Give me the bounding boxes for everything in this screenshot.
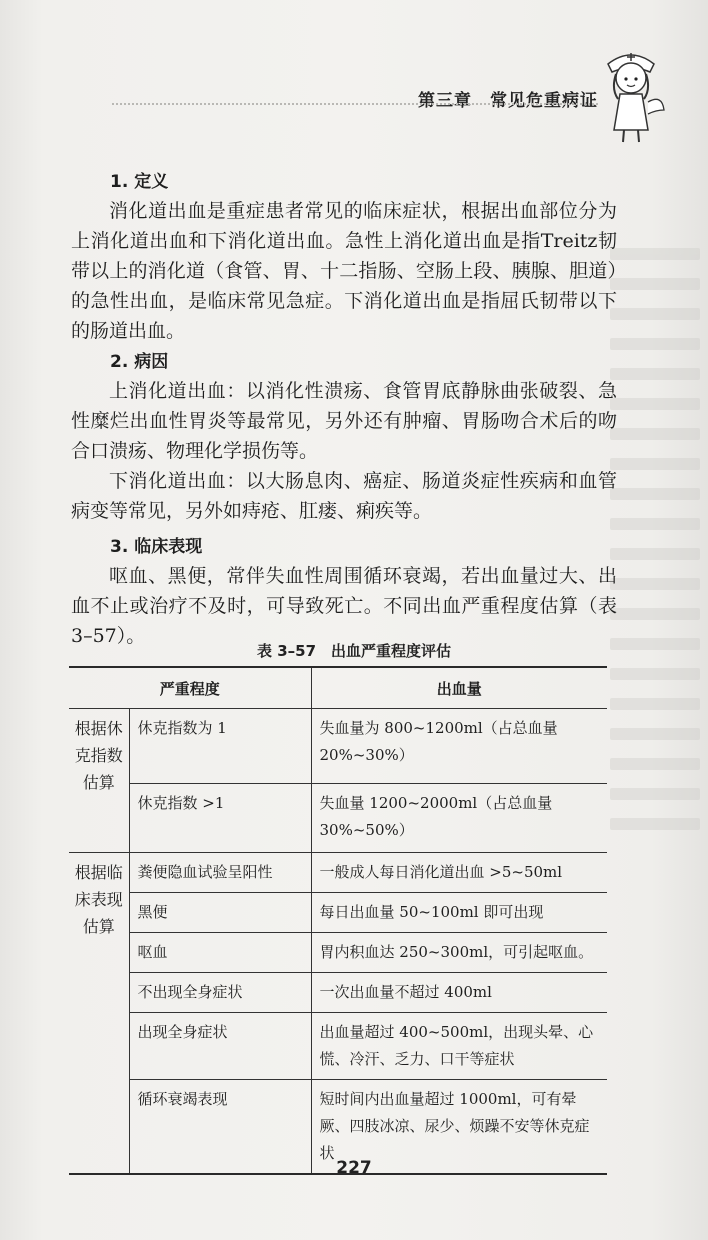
severity-cell: 休克指数为 1 bbox=[129, 709, 311, 784]
severity-cell: 黑便 bbox=[129, 893, 311, 933]
etiology-lower-paragraph: 下消化道出血：以大肠息肉、癌症、肠道炎症性疾病和血管病变等常见，另外如痔疮、肛瘘、痢疾等。 bbox=[71, 470, 617, 522]
nurse-mascot-icon bbox=[596, 44, 666, 144]
amount-cell: 短时间内出血量超过 1000ml，可有晕厥、四肢冰凉、尿少、烦躁不安等休克症状 bbox=[311, 1080, 607, 1175]
header-severity: 严重程度 bbox=[69, 667, 311, 709]
table-row bbox=[69, 853, 607, 893]
page-number: 227 bbox=[336, 1158, 372, 1178]
table-row bbox=[69, 709, 607, 784]
amount-cell: 每日出血量 50~100ml 即可出现 bbox=[311, 893, 607, 933]
etiology-upper-paragraph: 上消化道出血：以消化性溃疡、食管胃底静脉曲张破裂、急性糜烂出血性胃炎等最常见，另外还有肿瘤、胃肠吻合术后的吻合口溃疡、物理化学损伤等。 bbox=[71, 380, 617, 462]
header-rule bbox=[112, 103, 598, 105]
severity-cell: 出现全身症状 bbox=[129, 1013, 311, 1080]
severity-cell: 粪便隐血试验呈阳性 bbox=[129, 853, 311, 893]
severity-cell: 呕血 bbox=[129, 933, 311, 973]
section-heading-definition: 1. 定义 bbox=[110, 172, 169, 192]
table-row bbox=[69, 1013, 607, 1080]
clinical-paragraph: 呕血、黑便，常伴失血性周围循环衰竭，若出血量过大、出血不止或治疗不及时，可导致死亡。不同出血严重程度估算（表3–57）。 bbox=[71, 565, 617, 647]
section-heading-etiology: 2. 病因 bbox=[110, 352, 169, 372]
amount-cell: 失血量为 800~1200ml（占总血量 20%~30%） bbox=[311, 709, 607, 784]
table-header-row bbox=[69, 667, 607, 709]
table-row bbox=[69, 973, 607, 1013]
amount-cell: 胃内积血达 250~300ml，可引起呕血。 bbox=[311, 933, 607, 973]
severity-cell: 休克指数 >1 bbox=[129, 784, 311, 853]
severity-cell: 循环衰竭表现 bbox=[129, 1080, 311, 1175]
amount-cell: 一般成人每日消化道出血 >5~50ml bbox=[311, 853, 607, 893]
chapter-header: 第三章 常见危重病证 bbox=[418, 91, 598, 111]
amount-cell: 失血量 1200~2000ml（占总血量 30%~50%） bbox=[311, 784, 607, 853]
amount-cell: 出血量超过 400~500ml，出现头晕、心慌、冷汗、乏力、口干等症状 bbox=[311, 1013, 607, 1080]
bleeding-severity-table bbox=[69, 666, 607, 1175]
table-row bbox=[69, 933, 607, 973]
amount-cell: 一次出血量不超过 400ml bbox=[311, 973, 607, 1013]
table-caption: 表 3–57 出血严重程度评估 bbox=[256, 642, 452, 660]
definition-paragraph: 消化道出血是重症患者常见的临床症状，根据出血部位分为上消化道出血和下消化道出血。急性上消化道出血是指Treitz韧带以上的消化道（食管、胃、十二指肠、空肠上段、胰腺、胆道）的急性出血，是临床常见急症。下消化道出血是指屈氏韧带以下的肠道出血。 bbox=[71, 200, 617, 342]
severity-cell: 不出现全身症状 bbox=[129, 973, 311, 1013]
group-label-clinical: 根据临床表现估算 bbox=[69, 853, 129, 1175]
header-bleeding-amount: 出血量 bbox=[311, 667, 607, 709]
group-label-shock-index: 根据休克指数估算 bbox=[69, 709, 129, 853]
table-row bbox=[69, 893, 607, 933]
section-heading-clinical: 3. 临床表现 bbox=[110, 537, 203, 557]
table-row bbox=[69, 784, 607, 853]
